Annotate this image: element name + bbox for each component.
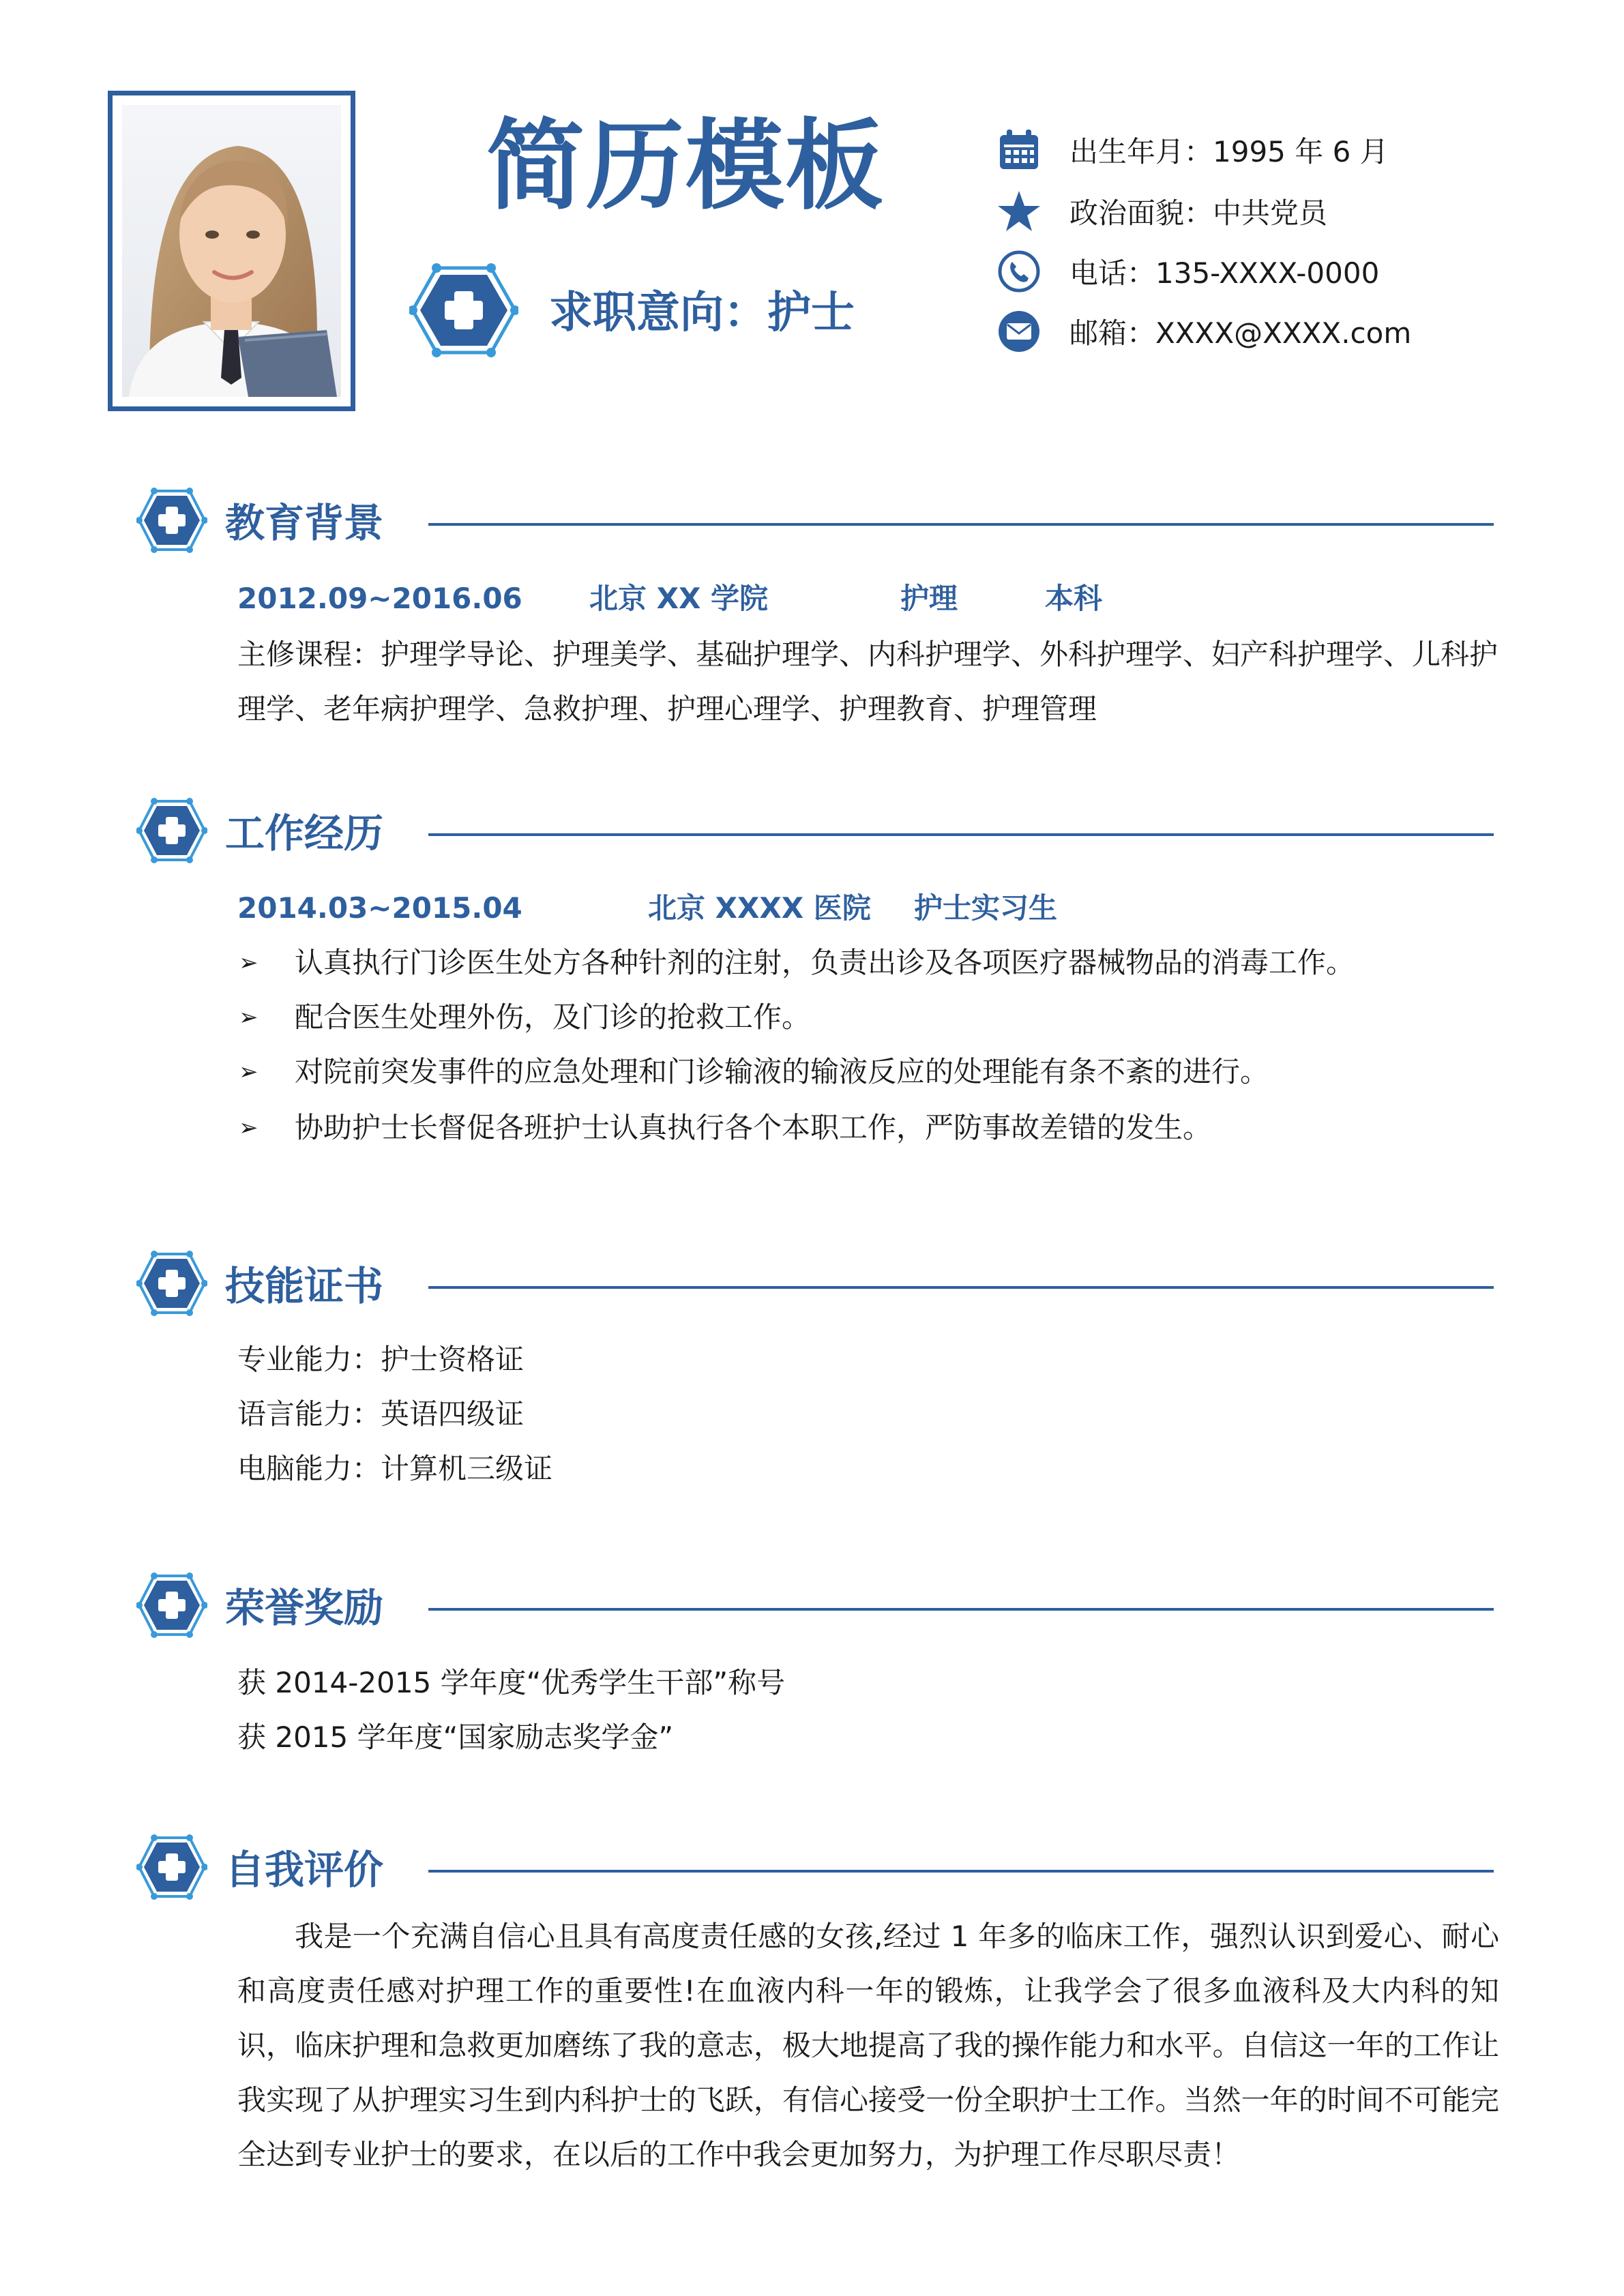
section-title: 教育背景 (225, 500, 384, 546)
skill-label: 专业能力： (237, 1343, 381, 1376)
work-item: 对院前突发事件的应急处理和门诊输液的输液反应的处理能有条不紊的进行。 (295, 1055, 1269, 1088)
phone-label: 电话： (1069, 256, 1156, 290)
section-title: 工作经历 (225, 810, 384, 856)
section-divider (428, 833, 1494, 836)
work-period: 2014.03~2015.04 (237, 891, 522, 925)
job-intent-value: 护士 (767, 287, 855, 338)
email-value: XXXX@XXXX.com (1155, 316, 1412, 350)
contact-politics (997, 184, 1327, 239)
email-label: 邮箱： (1069, 316, 1156, 350)
medical-cross-icon (136, 1251, 207, 1316)
bullet-arrow-icon: ➢ (239, 1058, 259, 1086)
section-title: 自我评价 (225, 1847, 384, 1893)
section-divider (428, 1870, 1494, 1873)
self-eval-paragraph (237, 1909, 1499, 2182)
job-intent-hex-icon (409, 263, 518, 361)
bullet-arrow-icon: ➢ (239, 1114, 259, 1142)
contact-email (997, 304, 1411, 359)
skill-value: 计算机三级证 (381, 1452, 553, 1485)
education-period: 2012.09~2016.06 (237, 582, 522, 615)
contact-phone (997, 244, 1379, 299)
politics-value: 中共党员 (1213, 196, 1328, 230)
education-degree: 本科 (1045, 582, 1103, 615)
phone-value: 135-XXXX-0000 (1155, 256, 1380, 290)
page-title: 简历模板 (486, 108, 885, 223)
profile-photo (108, 91, 355, 411)
avatar (122, 105, 341, 397)
education-courses-line2: 理学、老年病护理学、急救护理、护理心理学、护理教育、护理管理 (237, 692, 1097, 726)
bullet-arrow-icon: ➢ (239, 949, 259, 976)
education-major: 护理 (900, 582, 958, 615)
education-courses-line1: 主修课程：护理学导论、护理美学、基础护理学、内科护理学、外科护理学、妇产科护理学、儿科护 (237, 638, 1498, 671)
birth-value: 1995 年 6 月 (1213, 135, 1389, 168)
bullet-arrow-icon: ➢ (239, 1004, 259, 1031)
skill-item (237, 1339, 524, 1380)
honor-item: 获 2014-2015 学年度“优秀学生干部”称号 (237, 1666, 786, 1699)
skill-value: 英语四级证 (381, 1397, 525, 1431)
section-self-eval-header (136, 1834, 1494, 1909)
phone-icon (997, 250, 1041, 293)
section-divider (428, 1608, 1494, 1611)
calendar-icon (997, 128, 1041, 172)
skill-item (237, 1394, 524, 1435)
section-work-header (136, 798, 1494, 873)
section-divider (428, 523, 1494, 526)
skill-label: 语言能力： (237, 1397, 381, 1431)
self-eval-text: 我是一个充满自信心且具有高度责任感的女孩,经过 1 年多的临床工作，强烈认识到爱心、耐心和高度责任感对护理工作的重要性!在血液内科一年的锻炼，让我学会了很多血液科及大内科的知识，临床护理和急救更加磨练了我的意志，极大地提高了我的操作能力和水平。自信这一年的工作让我实现了从护理实习生到内科护士的飞跃，有信心接受一份全职护士工作。当然一年的时间不可能完全达到专业护士的要求，在以后的工作中我会更加努力，为护理工作尽职尽责！ (237, 1920, 1499, 2171)
work-item: 协助护士长督促各班护士认真执行各个本职工作，严防事故差错的发生。 (295, 1111, 1212, 1144)
work-position: 护士实习生 (914, 891, 1058, 925)
honor-item: 获 2015 学年度“国家励志奖学金” (237, 1720, 674, 1754)
section-honors-header (136, 1572, 1494, 1648)
politics-label: 政治面貌： (1069, 196, 1213, 230)
work-company: 北京 XXXX 医院 (648, 891, 871, 925)
star-icon (997, 190, 1041, 233)
job-intent-label: 求职意向： (549, 287, 767, 338)
section-education-header (136, 488, 1494, 563)
education-school: 北京 XX 学院 (589, 582, 769, 615)
birth-label: 出生年月： (1069, 135, 1213, 168)
section-divider (428, 1286, 1494, 1289)
contact-birth (997, 123, 1389, 177)
medical-cross-icon (136, 1572, 207, 1638)
section-title: 荣誉奖励 (225, 1585, 384, 1631)
job-intent (549, 282, 855, 344)
work-item: 认真执行门诊医生处方各种针剂的注射，负责出诊及各项医疗器械物品的消毒工作。 (295, 946, 1355, 979)
section-title: 技能证书 (225, 1263, 384, 1309)
medical-cross-icon (136, 488, 207, 553)
work-item: 配合医生处理外伤，及门诊的抢救工作。 (295, 1000, 811, 1034)
skill-label: 电脑能力： (237, 1452, 381, 1485)
medical-cross-icon (136, 798, 207, 863)
skill-value: 护士资格证 (381, 1343, 525, 1376)
skill-item (237, 1448, 552, 1489)
section-skills-header (136, 1251, 1494, 1326)
medical-cross-icon (136, 1834, 207, 1900)
mail-icon (997, 310, 1041, 353)
